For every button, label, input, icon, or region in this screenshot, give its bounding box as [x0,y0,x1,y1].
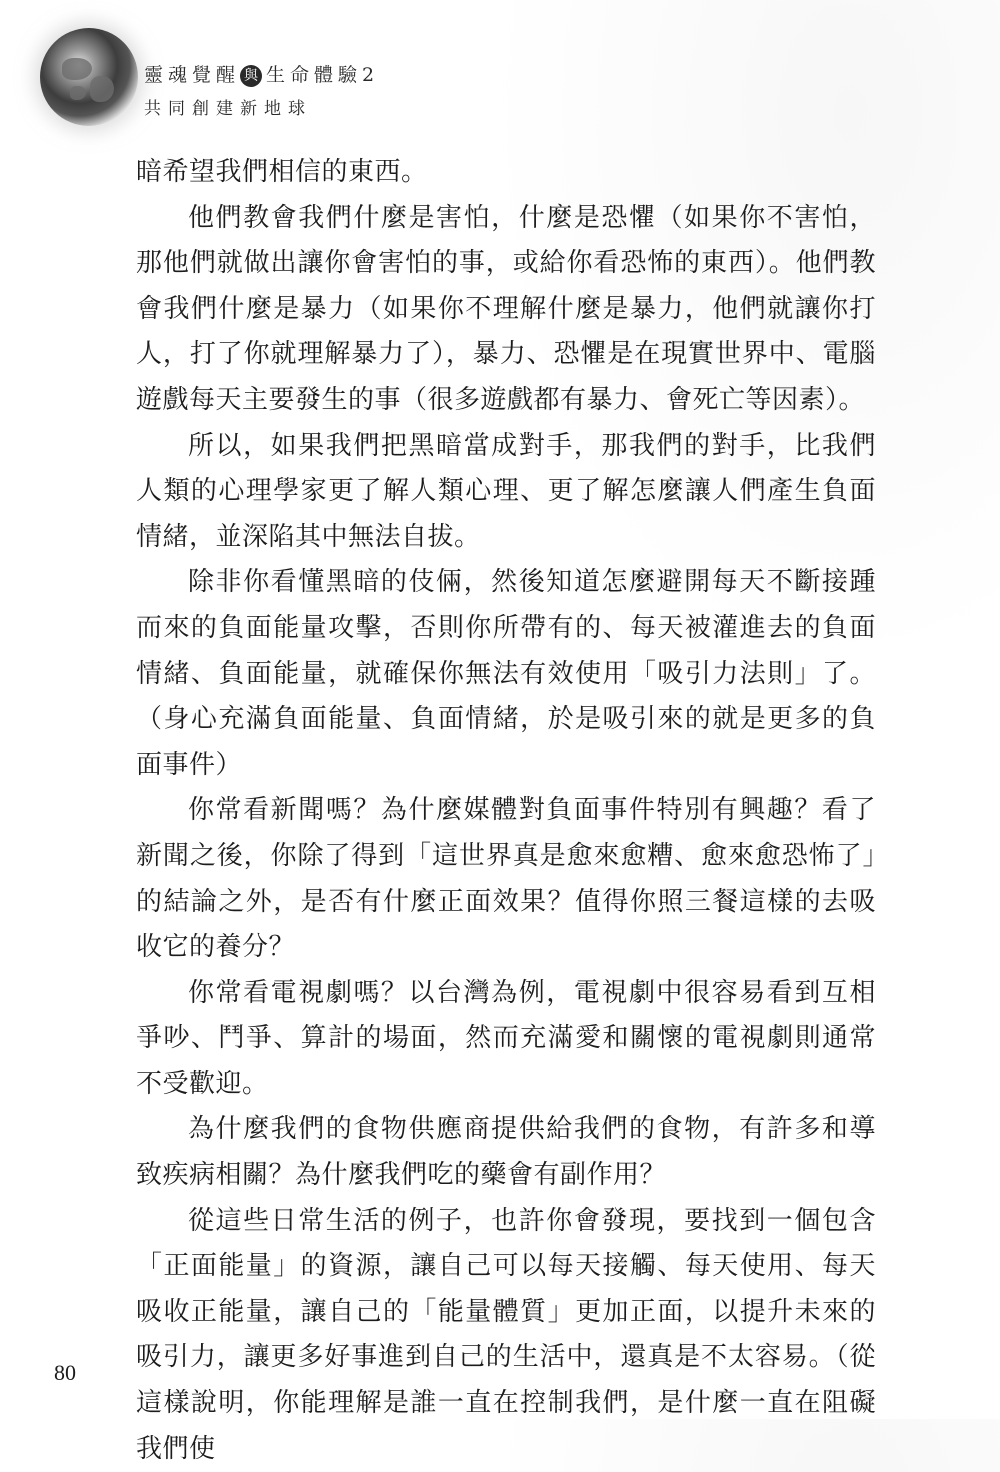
book-title-circle-char: 與 [240,65,262,87]
paragraph: 所以，如果我們把黑暗當成對手，那我們的對手，比我們人類的心理學家更了解人類心理、更了解怎麼讓人們產生負面情緒，並深陷其中無法自拔。 [136,430,876,552]
paragraph: 他們教會我們什麼是害怕，什麼是恐懼（如果你不害怕，那他們就做出讓你會害怕的事，或給你看恐怖的東西）。他們教會我們什麼是暴力（如果你不理解什麼是暴力，他們就讓你打人，打了你就理解暴力了），暴力、恐懼是在現實世界中、電腦遊戲每天主要發生的事（很多遊戲都有暴力、會死亡等因素）。 [136,202,876,415]
globe-icon [40,28,138,126]
body-text [136,150,876,1472]
paragraph: 你常看電視劇嗎？以台灣為例，電視劇中很容易看到互相爭吵、鬥爭、算計的場面，然而充滿愛和關懷的電視劇則通常不受歡迎。 [136,977,876,1099]
book-subtitle: 共同創建新地球 [144,99,312,119]
running-header [40,28,540,128]
book-title-part-1: 靈魂覺醒 [144,64,241,86]
book-title [144,60,379,87]
paragraph: 除非你看懂黑暗的伎倆，然後知道怎麼避開每天不斷接踵而來的負面能量攻擊，否則你所帶有的、每天被灌進去的負面情緒、負面能量，就確保你無法有效使用「吸引力法則」了。（身心充滿負面能量、負面情緒，於是吸引來的就是更多的負面事件） [136,567,876,780]
paragraph: 你常看新聞嗎？為什麼媒體對負面事件特別有興趣？看了新聞之後，你除了得到「這世界真是愈來愈糟、愈來愈恐怖了」的結論之外，是否有什麼正面效果？值得你照三餐這樣的去吸收它的養分？ [136,795,876,963]
paragraph: 從這些日常生活的例子，也許你會發現，要找到一個包含「正面能量」的資源，讓自己可以每天接觸、每天使用、每天吸收正能量，讓自己的「能量體質」更加正面，以提升未來的吸引力，讓更多好事進到自己的生活中，還真是不太容易。（從這樣說明，你能理解是誰一直在控制我們，是什麼一直在阻礙我們使 [136,1205,876,1464]
page-number: 80 [54,1360,76,1385]
book-title-part-2: 生命體驗2 [266,64,380,86]
paragraph: 暗希望我們相信的東西。 [136,157,428,187]
paragraph: 為什麼我們的食物供應商提供給我們的食物，有許多和導致疾病相關？為什麼我們吃的藥會有副作用？ [136,1114,876,1191]
